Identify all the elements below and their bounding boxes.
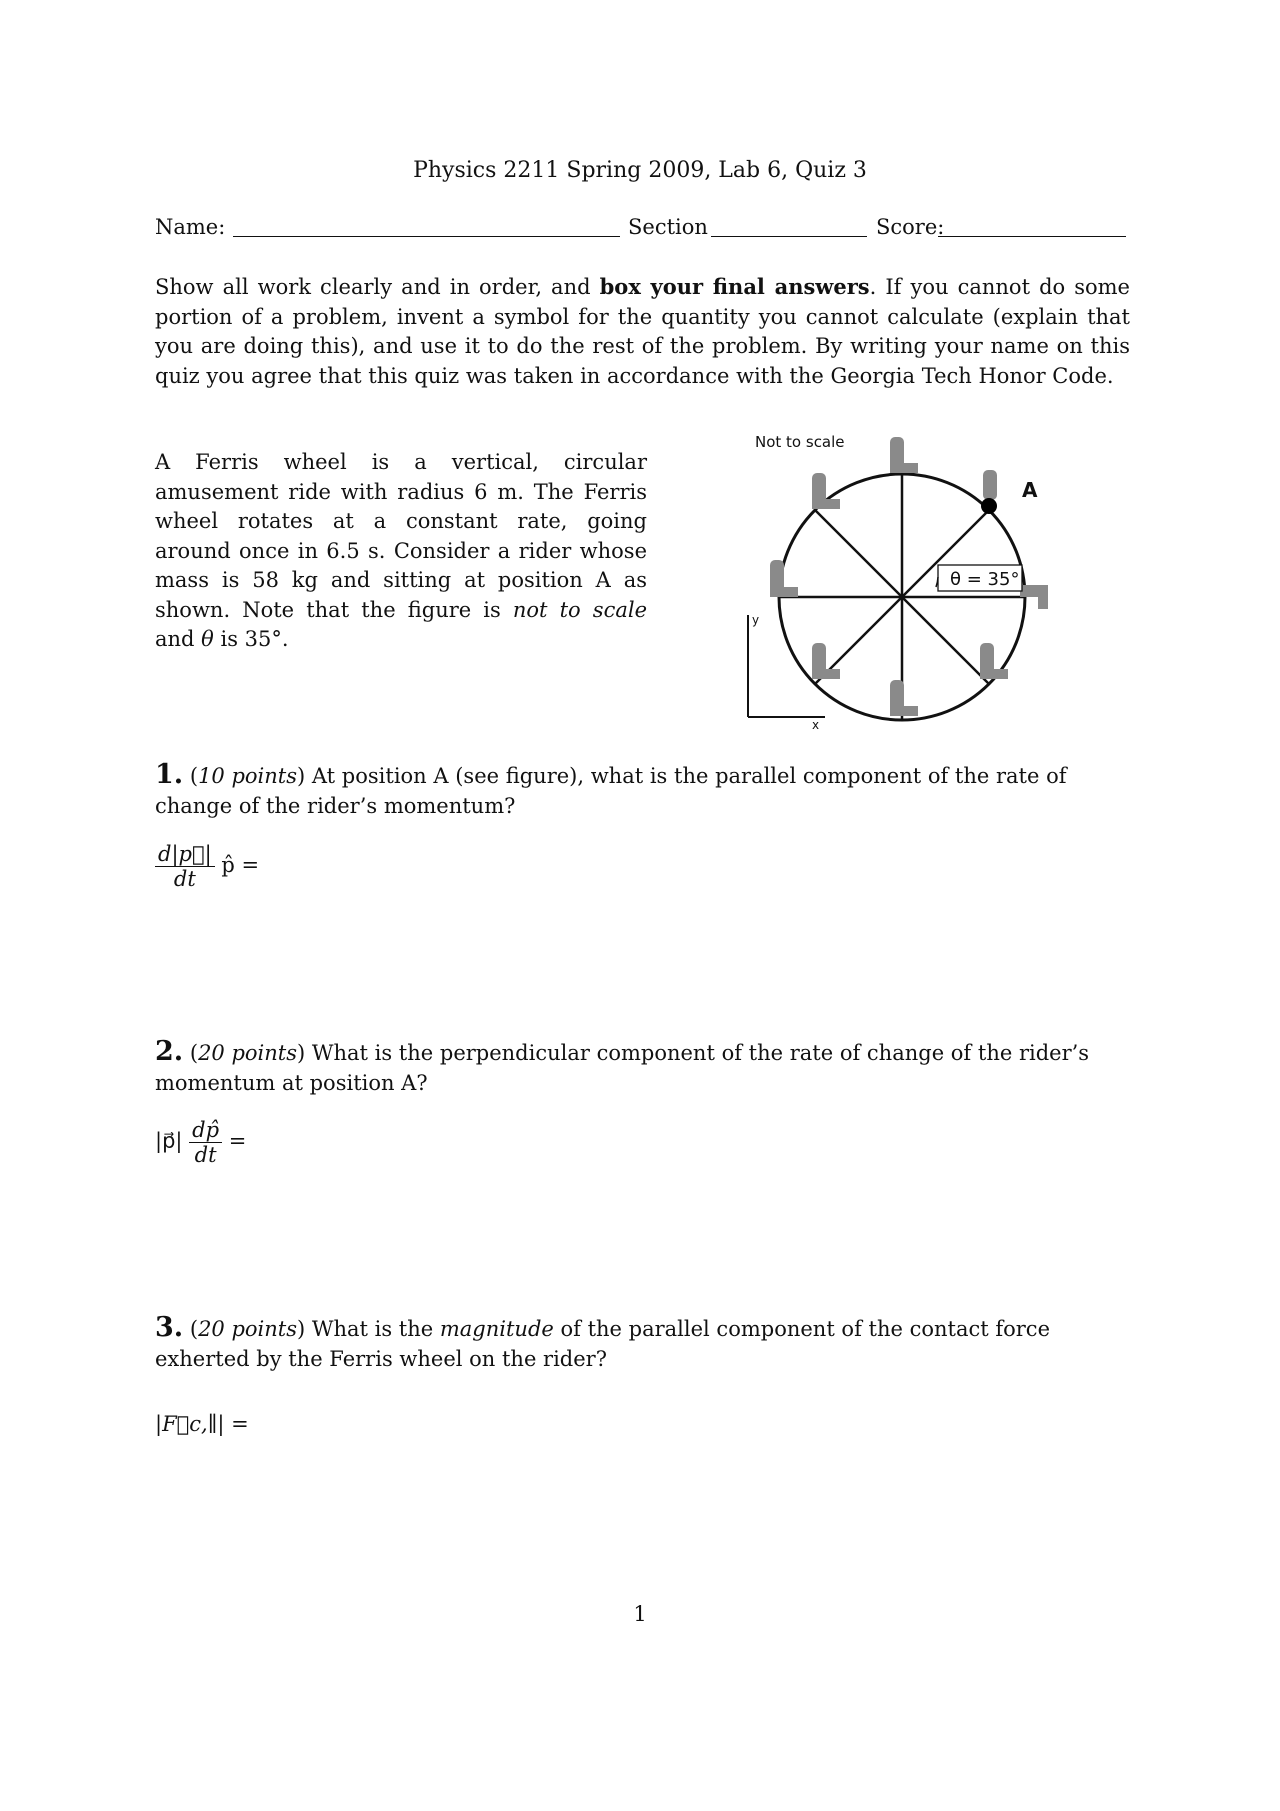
x-axis-label: x — [812, 718, 820, 732]
score-label: Score: — [876, 215, 945, 239]
rider-icon — [812, 499, 840, 509]
instructions-text-2: . If you cannot do some portion of a problem, invent a symbol for the quantity you cannot calculate (explain that you are doing this), and use it to do the rest of the problem. By writing your name on this quiz you agree that this quiz was taken in accordance with the Georgia Tech Honor Code. — [155, 275, 1130, 388]
question-number: 1. — [155, 759, 184, 790]
fraction-denominator: dt — [173, 867, 196, 891]
rider-icon — [1038, 585, 1048, 609]
question-text-2: of the parallel component of the contact force exherted by the Ferris wheel on the rider? — [155, 1317, 1050, 1371]
page-number: 1 — [633, 1602, 647, 1626]
answer-prefix: |p⃗| — [155, 1129, 183, 1153]
question-points: 20 points — [198, 1317, 298, 1341]
rider-icon — [983, 470, 997, 500]
rider-icon — [770, 587, 798, 597]
fraction — [189, 1118, 222, 1167]
fraction-numerator: dp̂ — [189, 1118, 222, 1143]
not-to-scale-note: Not to scale — [755, 433, 845, 451]
question-text: What is the perpendicular component of the rate of change of the rider’s momentum at position A? — [155, 1041, 1090, 1095]
section-label: Section — [628, 215, 708, 239]
fraction-numerator: d|p⃗| — [155, 842, 215, 867]
rider-icon — [980, 669, 1008, 679]
angle-label: θ = 35° — [950, 569, 1020, 590]
question-number: 2. — [155, 1036, 184, 1067]
section-field-line[interactable] — [711, 236, 867, 237]
question-points: 10 points — [198, 764, 298, 788]
problem-text-3: is 35°. — [213, 627, 289, 651]
name-label: Name: — [155, 215, 226, 239]
instructions-text: Show all work clearly and in order, and — [155, 275, 600, 299]
instructions — [155, 272, 1130, 391]
question-points: 20 points — [198, 1041, 298, 1065]
question-number: 3. — [155, 1312, 184, 1343]
question-3: 3. (20 points) What is the magnitude of the parallel component of the contact force exherted by the Ferris wheel on the rider? — [155, 1312, 1050, 1371]
answer-3[interactable]: |F⃗c,∥| = — [155, 1412, 249, 1436]
problem-text-2: and — [155, 627, 202, 651]
question-text: At position A (see figure), what is the parallel component of the rate of change of the rider’s momentum? — [155, 764, 1067, 818]
fraction-denominator: dt — [194, 1143, 217, 1167]
question-2: 2. (20 points) What is the perpendicular component of the rate of change of the rider’s momentum at position A? — [155, 1036, 1090, 1095]
question-emphasis: magnitude — [439, 1317, 554, 1341]
theta-symbol: θ — [201, 627, 214, 651]
score-field-line[interactable] — [938, 236, 1126, 237]
answer-1[interactable] — [155, 842, 259, 891]
position-a-marker — [981, 498, 997, 514]
position-a-label: A — [1022, 478, 1038, 502]
answer-suffix: p̂ = — [221, 853, 260, 877]
problem-text: A Ferris wheel is a vertical, circular amusement ride with radius 6 m. The Ferris wheel rotates at a constant rate, going around once in 6.5 s. Consider a rider whose mass is 58 kg and sitting at position A as shown. Note that the figure is — [155, 450, 647, 622]
rider-icon — [890, 463, 918, 473]
page-title: Physics 2211 Spring 2009, Lab 6, Quiz 3 — [413, 158, 867, 183]
answer-2[interactable] — [155, 1118, 246, 1167]
rider-icon — [890, 706, 918, 716]
problem-emphasis: not to scale — [512, 597, 647, 622]
question-1: 1. (10 points) At position A (see figure), what is the parallel component of the rate of change of the rider’s momentum? — [155, 759, 1067, 818]
ferris-wheel-figure — [740, 425, 1070, 735]
fraction — [155, 842, 215, 891]
question-text: What is the — [311, 1317, 440, 1341]
rider-icon — [812, 669, 840, 679]
name-field-line[interactable] — [233, 236, 620, 237]
problem-statement — [155, 448, 647, 655]
instructions-bold: box your final answers — [599, 274, 870, 299]
answer-suffix: = — [228, 1129, 247, 1153]
y-axis-label: y — [752, 613, 760, 627]
